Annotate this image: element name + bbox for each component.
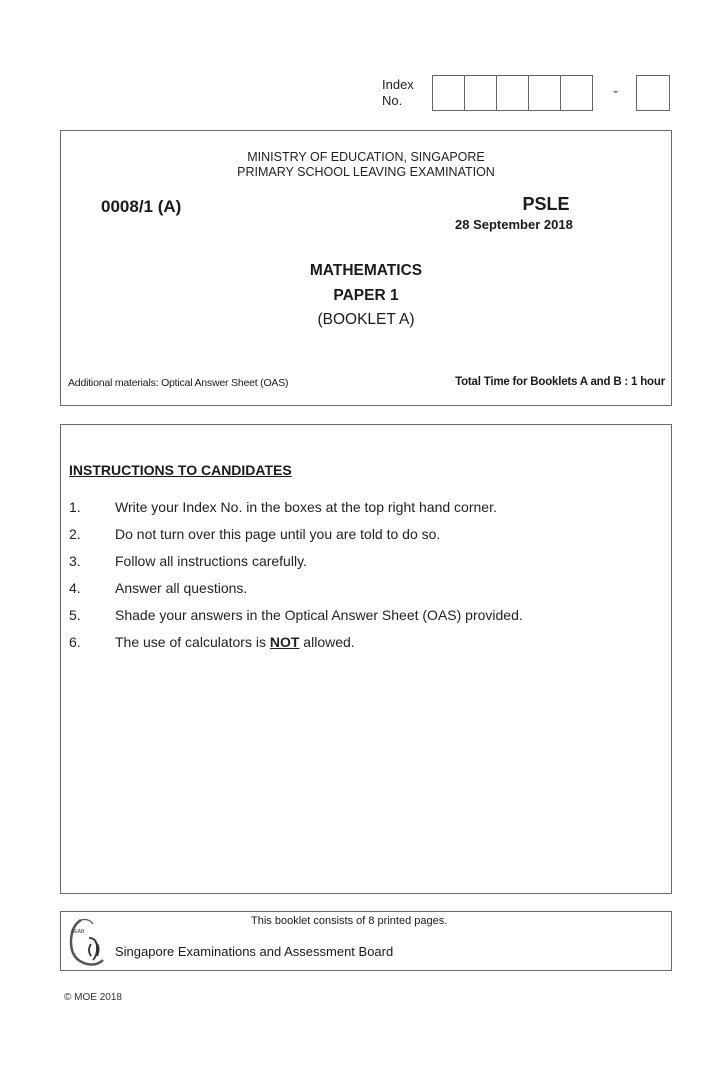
index-digit-box[interactable]: [496, 75, 529, 111]
index-digit-box[interactable]: [528, 75, 561, 111]
instructions-box: [60, 424, 672, 894]
instruction-number: 2.: [69, 526, 81, 542]
instruction-text: Write your Index No. in the boxes at the top right hand corner.: [115, 499, 497, 515]
exam-short-name: PSLE: [522, 194, 570, 214]
instruction-text: Follow all instructions carefully.: [115, 553, 307, 569]
additional-materials: Additional materials: Optical Answer Sheet (OAS): [68, 377, 289, 389]
pages-note: This booklet consists of 8 printed pages.: [251, 915, 448, 927]
instruction-number: 6.: [69, 634, 81, 650]
cover-header-box: [60, 130, 672, 406]
exam-title: PRIMARY SCHOOL LEAVING EXAMINATION: [237, 165, 495, 179]
index-no-boxes: [433, 75, 593, 111]
instruction-text-part: allowed.: [299, 634, 355, 650]
instruction-text: Answer all questions.: [115, 580, 248, 596]
instruction-number: 5.: [69, 607, 81, 623]
seab-logo-icon: [67, 916, 107, 968]
index-digit-box[interactable]: [464, 75, 497, 111]
ministry-title: MINISTRY OF EDUCATION, SINGAPORE: [247, 150, 485, 164]
index-check-digit-box[interactable]: [636, 75, 670, 111]
instructions-title: INSTRUCTIONS TO CANDIDATES: [69, 462, 292, 478]
subject-title: MATHEMATICS: [309, 262, 423, 279]
board-name: Singapore Examinations and Assessment Board: [115, 944, 394, 959]
emphasis-not: NOT: [269, 634, 300, 650]
index-label-line2: No.: [382, 93, 403, 108]
instruction-number: 1.: [69, 499, 81, 515]
index-label-line1: Index: [382, 77, 414, 92]
instruction-number: 3.: [69, 553, 81, 569]
total-time: Total Time for Booklets A and B : 1 hour: [455, 376, 665, 388]
booklet-title: (BOOKLET A): [317, 311, 415, 328]
instruction-text: Do not turn over this page until you are told to do so.: [115, 526, 441, 542]
instruction-text: [115, 634, 355, 650]
instruction-number: 4.: [69, 580, 81, 596]
exam-date: 28 September 2018: [455, 217, 573, 232]
instruction-text-part: The use of calculators is: [115, 634, 270, 650]
svg-text:SEAB: SEAB: [71, 929, 85, 935]
paper-title: PAPER 1: [333, 287, 399, 304]
footer-box: [60, 911, 672, 971]
paper-code: 0008/1 (A): [101, 197, 182, 216]
index-digit-box[interactable]: [432, 75, 465, 111]
copyright: © MOE 2018: [64, 992, 122, 1003]
index-separator: -: [613, 83, 619, 100]
index-no-label: [382, 77, 414, 109]
index-digit-box[interactable]: [560, 75, 593, 111]
instruction-text: Shade your answers in the Optical Answer Sheet (OAS) provided.: [115, 607, 523, 623]
